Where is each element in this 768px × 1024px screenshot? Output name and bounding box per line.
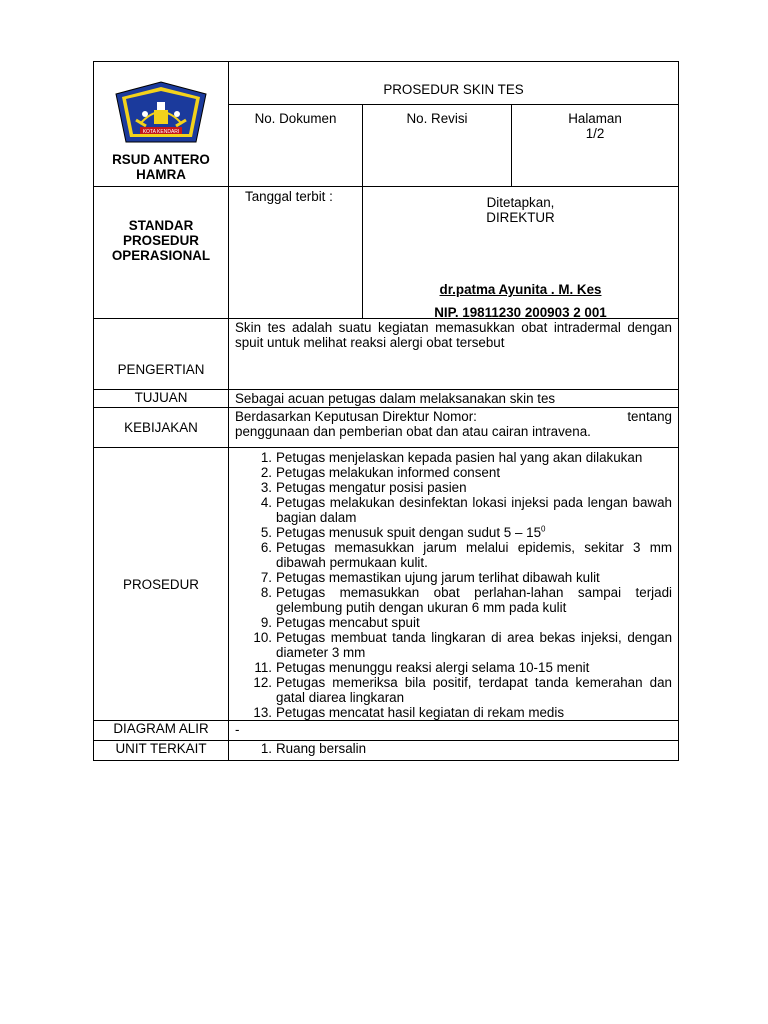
doc-number-label: No. Dokumen xyxy=(229,105,363,187)
purpose-label: TUJUAN xyxy=(94,390,229,408)
step-text-body: Petugas memastikan ujung jarum terlihat dibawah kulit xyxy=(276,570,600,585)
step-text xyxy=(276,705,672,720)
procedure-step xyxy=(229,585,672,615)
step-number: 1. xyxy=(260,741,272,756)
step-text-body: Petugas mencabut spuit xyxy=(276,615,420,630)
policy-text-c: penggunaan dan pemberian obat dan atau cairan intravena. xyxy=(235,424,591,439)
procedure-step xyxy=(229,615,672,630)
procedure-step xyxy=(229,525,672,540)
step-text xyxy=(276,570,672,585)
procedure-step xyxy=(229,675,672,705)
step-text-body: Petugas memasukkan jarum melalui epidemis, sekitar 3 mm dibawah permukaan kulit. xyxy=(276,540,673,570)
step-text xyxy=(276,525,672,540)
related-unit-label: UNIT TERKAIT xyxy=(94,741,229,761)
step-text-body: Petugas menusuk spuit dengan sudut 5 – 15 xyxy=(276,525,542,540)
step-text xyxy=(276,675,672,705)
step-text xyxy=(276,660,672,675)
director-title: DIREKTUR xyxy=(486,210,555,225)
step-number: 10. xyxy=(253,630,272,645)
step-number: 3. xyxy=(260,480,272,495)
definition-text: Skin tes adalah suatu kegiatan memasukkan obat intradermal dengan spuit untuk melihat reaksi alergi obat tersebut xyxy=(229,319,679,390)
step-text-body: Petugas memeriksa bila positif, terdapat tanda kemerahan dan gatal diarea lingkaran xyxy=(276,675,673,705)
step-text-body: Petugas melakukan desinfektan lokasi injeksi pada lengan bawah bagian dalam xyxy=(276,495,673,525)
step-text-body: Petugas mengatur posisi pasien xyxy=(276,480,467,495)
step-number: 2. xyxy=(260,465,272,480)
flow-diagram-value: - xyxy=(229,721,679,741)
procedure-step xyxy=(229,450,672,465)
page-label: Halaman xyxy=(568,111,622,126)
procedure-step xyxy=(229,495,672,525)
hospital-logo xyxy=(112,80,210,153)
procedure-step xyxy=(229,540,672,570)
step-text xyxy=(276,741,672,756)
step-text-body: Petugas melakukan informed consent xyxy=(276,465,501,480)
step-text xyxy=(276,450,672,465)
step-number: 12. xyxy=(253,675,272,690)
logo-text: KOTA KENDARI xyxy=(142,129,180,135)
step-text-body: Petugas membuat tanda lingkaran di area bekas injeksi, dengan diameter 3 mm xyxy=(276,630,673,660)
step-text-body: Petugas menunggu reaksi alergi selama 10-15 menit xyxy=(276,660,590,675)
procedure-cell xyxy=(229,448,679,721)
procedure-step xyxy=(229,630,672,660)
page-number: 1/2 xyxy=(585,126,605,141)
step-text xyxy=(276,585,672,615)
director-name: dr.patma Ayunita . M. Kes xyxy=(439,282,602,297)
step-text xyxy=(276,540,672,570)
step-number: 5. xyxy=(260,525,272,540)
purpose-text: Sebagai acuan petugas dalam melaksanakan skin tes xyxy=(229,390,679,408)
step-number: 7. xyxy=(260,570,272,585)
revision-label: No. Revisi xyxy=(363,105,512,187)
policy-label: KEBIJAKAN xyxy=(94,408,229,448)
sop-label-cell xyxy=(94,187,229,319)
procedure-steps xyxy=(229,450,678,720)
step-text xyxy=(276,495,672,525)
flow-diagram-label: DIAGRAM ALIR xyxy=(94,721,229,741)
hospital-logo-cell xyxy=(94,62,229,187)
related-units xyxy=(229,741,678,756)
policy-text-b: tentang xyxy=(627,409,673,424)
definition-label: PENGERTIAN xyxy=(94,319,229,390)
director-nip: NIP. 19811230 200903 2 001 xyxy=(434,305,607,320)
procedure-label: PROSEDUR xyxy=(94,448,229,721)
established-label: Ditetapkan, xyxy=(486,195,555,210)
sop-label: STANDAR PROSEDUR OPERASIONAL xyxy=(111,218,211,263)
issue-date-label: Tanggal terbit : xyxy=(229,187,363,319)
page-cell xyxy=(512,105,679,187)
approval-cell xyxy=(363,187,679,319)
procedure-step xyxy=(229,570,672,585)
sop-document-table xyxy=(93,61,679,761)
procedure-step xyxy=(229,480,672,495)
related-unit-item xyxy=(229,741,672,756)
procedure-step xyxy=(229,660,672,675)
step-text-body: Petugas memasukkan obat perlahan-lahan sampai terjadi gelembung putih dengan ukuran 6 mm pada kulit xyxy=(276,585,673,615)
related-unit-cell xyxy=(229,741,679,761)
step-superscript: 0 xyxy=(541,524,546,534)
step-text xyxy=(276,480,672,495)
policy-text xyxy=(229,408,679,448)
hospital-name: RSUD ANTERO HAMRA xyxy=(112,152,210,182)
step-text xyxy=(276,630,672,660)
step-number: 9. xyxy=(260,615,272,630)
step-number: 4. xyxy=(260,495,272,510)
step-text-body: Petugas mencatat hasil kegiatan di rekam medis xyxy=(276,705,565,720)
step-number: 13. xyxy=(253,705,272,720)
step-text xyxy=(276,615,672,630)
procedure-step xyxy=(229,705,672,720)
policy-text-a: Berdasarkan Keputusan Direktur Nomor: xyxy=(235,409,477,424)
step-text-body: Petugas menjelaskan kepada pasien hal yang akan dilakukan xyxy=(276,450,643,465)
step-number: 6. xyxy=(260,540,272,555)
step-number: 11. xyxy=(254,660,272,675)
step-number: 1. xyxy=(260,450,272,465)
procedure-step xyxy=(229,465,672,480)
step-text-body: Ruang bersalin xyxy=(276,741,367,756)
step-text xyxy=(276,465,672,480)
document-title: PROSEDUR SKIN TES xyxy=(229,62,679,105)
step-number: 8. xyxy=(260,585,272,600)
